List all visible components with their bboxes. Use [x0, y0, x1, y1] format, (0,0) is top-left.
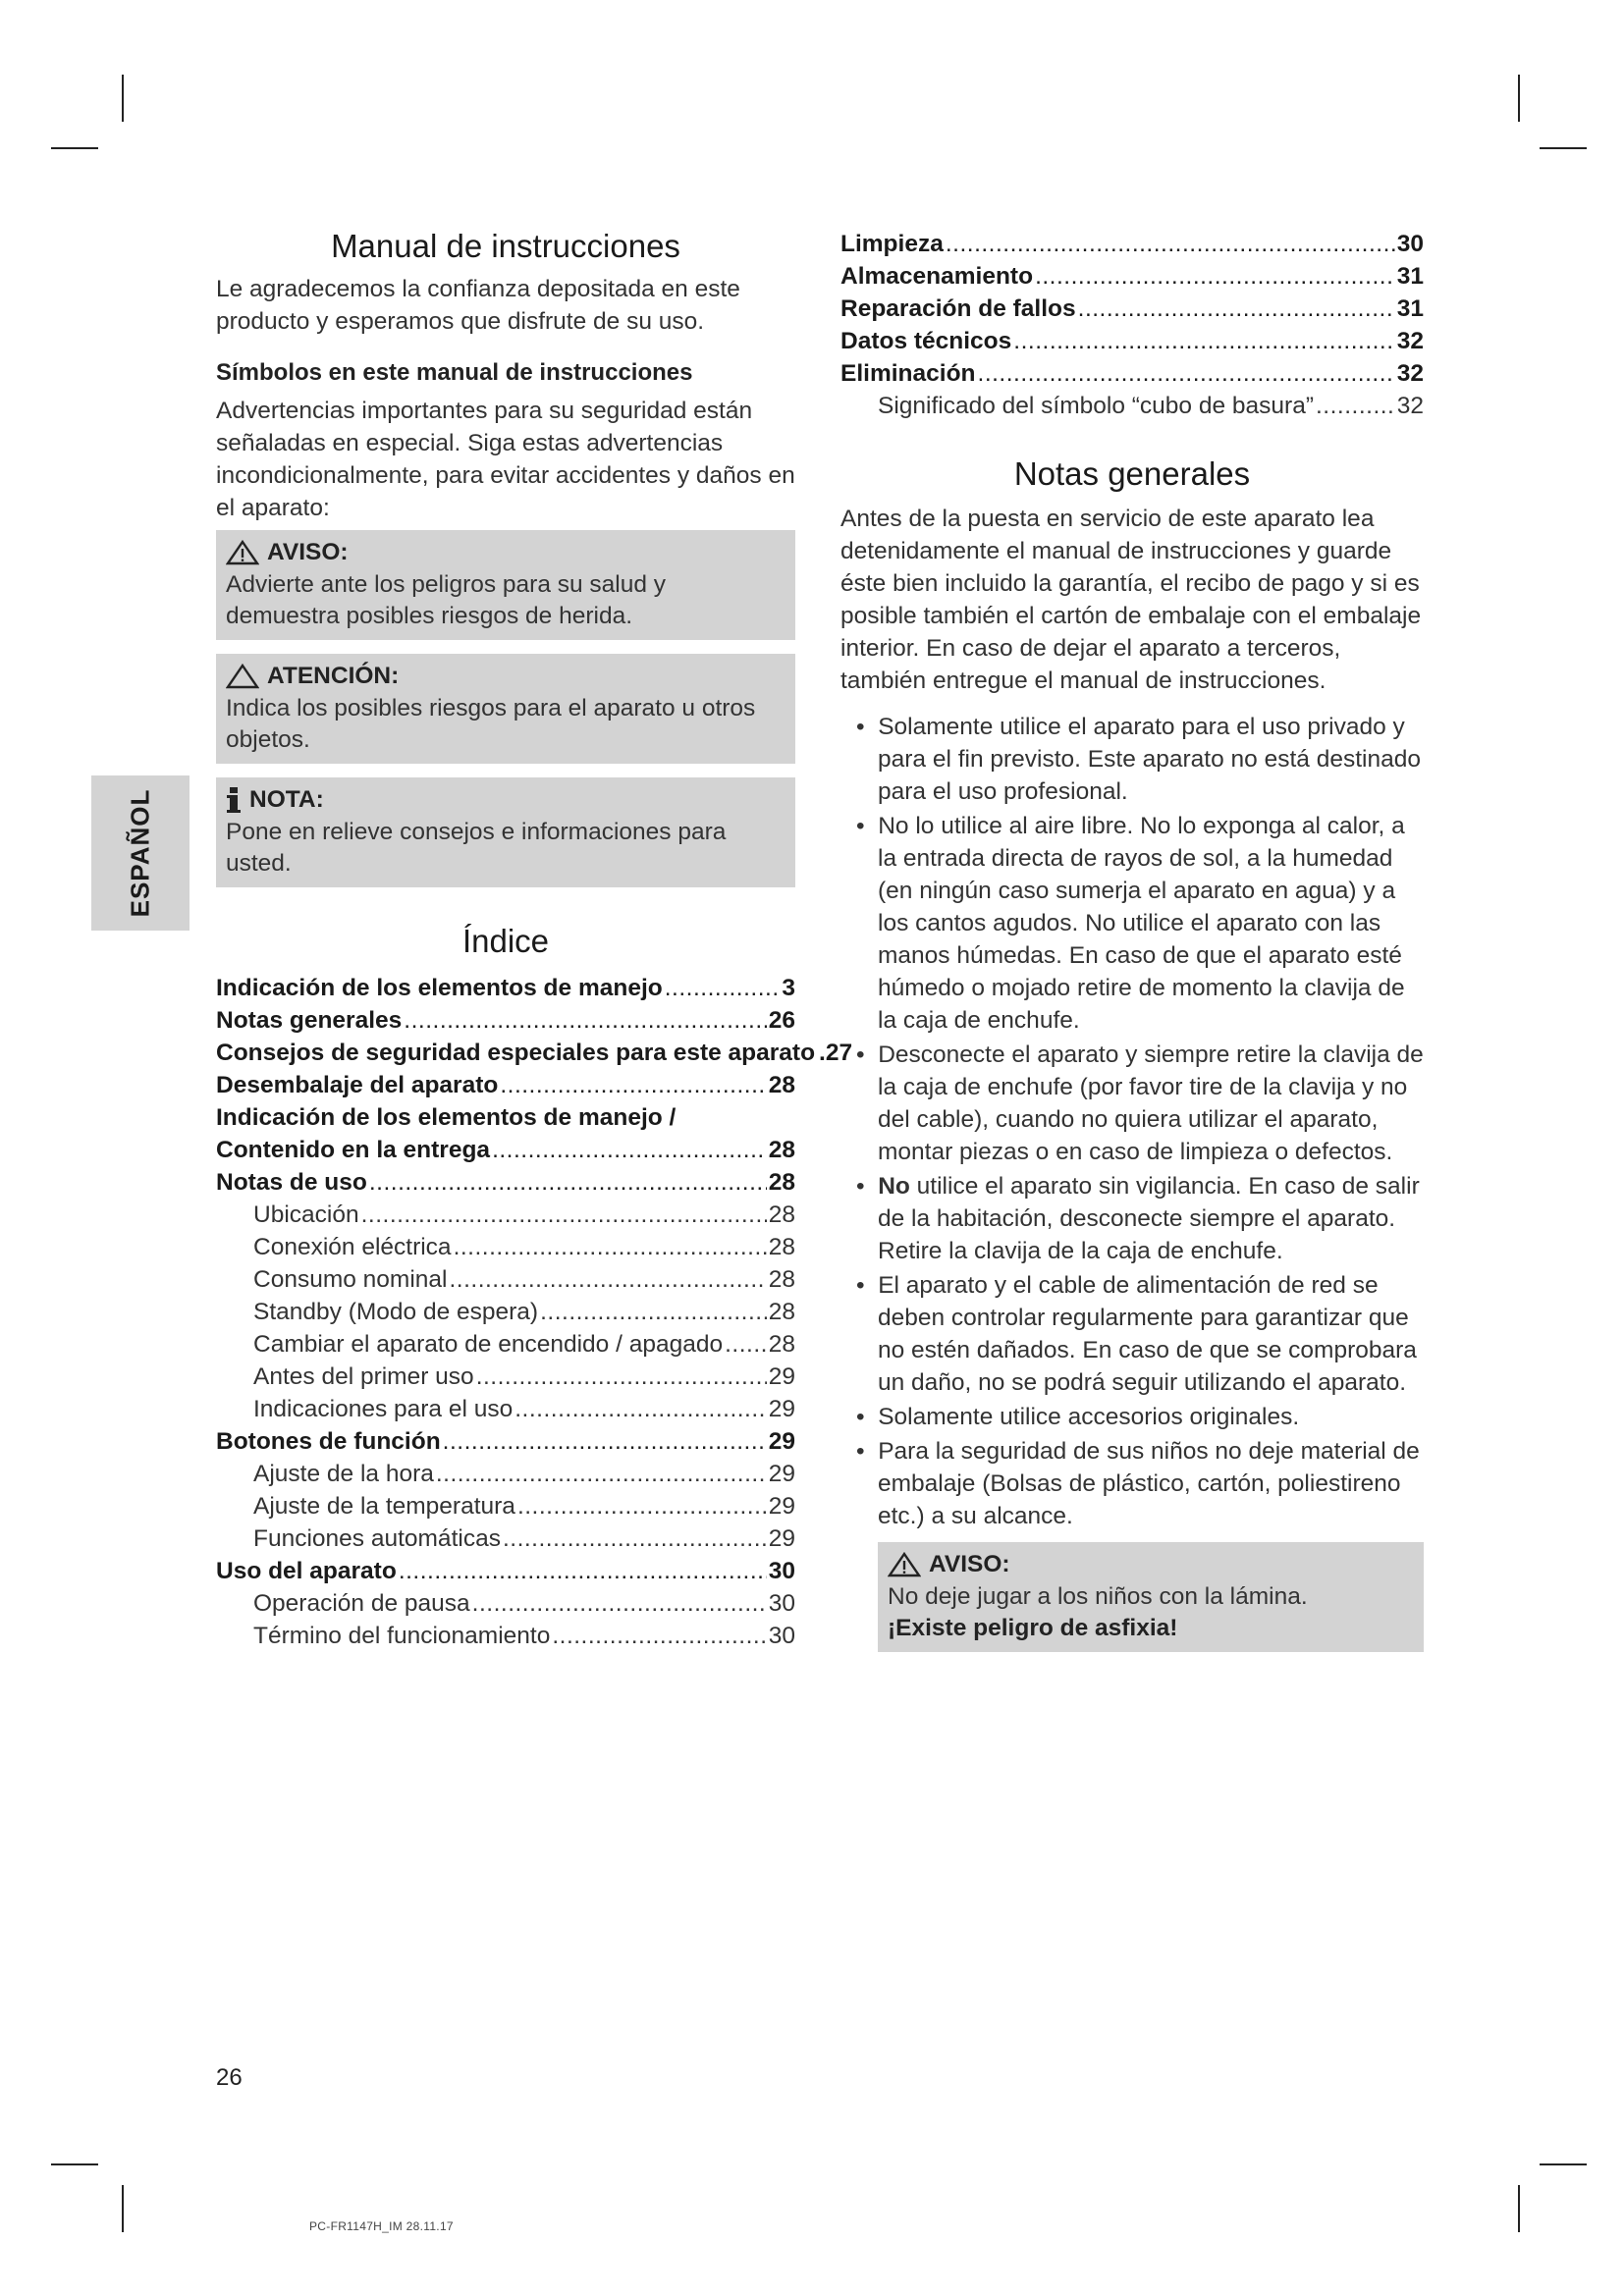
toc-leader-dots	[476, 1361, 767, 1393]
aviso-asfixia-text: No deje jugar a los niños con la lámina.	[888, 1583, 1308, 1610]
atencion-text: Indica los posibles riesgos para el aparato u otros objetos.	[226, 695, 756, 753]
bullet-marker: •	[856, 1438, 879, 1465]
nota-box	[216, 777, 795, 887]
list-item	[840, 1039, 1424, 1168]
info-icon	[226, 786, 242, 814]
toc-entry	[840, 260, 1424, 293]
toc-entry-page: 28	[768, 1072, 795, 1098]
toc-leader-dots	[1078, 293, 1395, 325]
bullet-text: Para la seguridad de sus niños no deje material de embalaje (Bolsas de plástico, cartón, poliestireno etc.) a su alcance.	[878, 1438, 1420, 1529]
language-tab-label: ESPAÑOL	[125, 788, 155, 918]
toc-entry-title: Indicación de los elementos de manejo	[216, 975, 663, 1001]
toc-leader-dots	[436, 1458, 767, 1490]
toc-entry	[216, 1037, 853, 1069]
aviso-asfixia-strong: ¡Existe peligro de asfixia!	[888, 1615, 1178, 1641]
toc-leader-dots	[443, 1425, 767, 1458]
toc-leader-dots	[665, 972, 781, 1004]
toc-entry-page: 32	[1396, 393, 1424, 419]
toc-entry	[216, 972, 795, 1004]
toc-entry	[216, 1458, 795, 1490]
toc-entry-title: Operación de pausa	[253, 1590, 470, 1617]
list-item	[840, 810, 1424, 1037]
aviso-asfixia-box	[878, 1542, 1424, 1652]
toc-leader-dots	[978, 357, 1395, 390]
toc-entry	[216, 1069, 795, 1101]
safety-list	[840, 711, 1424, 1532]
crop-mark	[1518, 2185, 1520, 2232]
toc-entry	[216, 1166, 795, 1199]
toc-entry	[216, 1425, 795, 1458]
toc-leader-dots	[361, 1199, 767, 1231]
toc-entry-page: 29	[768, 1428, 795, 1455]
toc-entry-title: Término del funcionamiento	[253, 1623, 551, 1649]
atencion-box	[216, 654, 795, 764]
toc-leader-dots	[399, 1555, 767, 1587]
bullet-marker: •	[856, 1272, 879, 1299]
toc-leader-dots	[503, 1522, 767, 1555]
crop-mark	[1540, 147, 1587, 149]
manual-title: Manual de instrucciones	[331, 228, 680, 264]
symbols-text: Advertencias importantes para su seguridad están señaladas en especial. Siga estas advertencias incondicionalmente, para evitar accidentes y daños en el aparato:	[216, 398, 795, 521]
toc-leader-dots	[449, 1263, 766, 1296]
aviso-label: AVISO:	[267, 539, 349, 565]
toc-entry-title: Desembalaje del aparato	[216, 1072, 499, 1098]
toc-entry-title: Contenido en la entrega	[216, 1137, 491, 1163]
toc-leader-dots	[540, 1296, 767, 1328]
bullet-text: No lo utilice al aire libre. No lo exponga al calor, a la entrada directa de rayos de sol, a la humedad (en ningún caso sumerja el aparato en agua) y a los cantos agudos. No utilice el aparato con las manos húmedas. En caso de que el aparato esté húmedo o mojado retire de momento la clavija de la caja de enchufe.	[878, 813, 1405, 1034]
toc-entry-title: Indicaciones para el uso	[253, 1396, 514, 1422]
toc-entry-page: 28	[768, 1299, 795, 1325]
toc-entry-title: Ajuste de la hora	[253, 1461, 434, 1487]
toc-entry-title: Reparación de fallos	[840, 295, 1076, 322]
warning-icon	[888, 1552, 921, 1577]
toc-entry-title: Consejos de seguridad especiales para este aparato	[216, 1040, 816, 1066]
toc-entry-page: 32	[1396, 328, 1424, 354]
toc-entry-page: 29	[768, 1396, 795, 1422]
list-item	[840, 1401, 1424, 1433]
list-item	[840, 1269, 1424, 1399]
toc-entry-page: 29	[768, 1363, 795, 1390]
bullet-marker: •	[856, 813, 879, 839]
toc-entry	[216, 1004, 795, 1037]
bullet-marker: •	[856, 1404, 879, 1430]
toc-entry	[216, 1620, 795, 1652]
bullet-lead: No	[878, 1173, 910, 1200]
toc-leader-dots	[725, 1328, 767, 1361]
toc-entry	[216, 1555, 795, 1587]
toc-entry-title: Eliminación	[840, 360, 976, 387]
bullet-text: Solamente utilice el aparato para el uso privado y para el fin previsto. Este aparato no está destinado para el uso profesional.	[878, 714, 1421, 805]
toc-entry-title: Limpieza	[840, 231, 944, 257]
notes-title: Notas generales	[1013, 455, 1251, 492]
toc-entry-title: Datos técnicos	[840, 328, 1012, 354]
toc-entry-title: Funciones automáticas	[253, 1525, 501, 1552]
toc-entry-page: 32	[1396, 360, 1424, 387]
toc-entry	[216, 1263, 795, 1296]
crop-mark	[122, 2185, 124, 2232]
bullet-marker: •	[856, 1041, 879, 1068]
bullet-text: Solamente utilice accesorios originales.	[878, 1404, 1300, 1430]
intro-text: Le agradecemos la confianza depositada en este producto y esperamos que disfrute de su uso.	[216, 276, 740, 335]
toc-entry-page: 28	[768, 1137, 795, 1163]
toc-entry-title: Significado del símbolo “cubo de basura”	[878, 393, 1314, 419]
toc-entry-title: Antes del primer uso	[253, 1363, 474, 1390]
toc-entry-page: 30	[768, 1558, 795, 1584]
index-title: Índice	[461, 923, 550, 959]
toc-entry-page: 30	[1396, 231, 1424, 257]
aviso-box	[216, 530, 795, 640]
list-item	[840, 1170, 1424, 1267]
aviso-asfixia-label: AVISO:	[929, 1551, 1010, 1577]
toc-leader-dots	[946, 228, 1395, 260]
toc-leader-dots	[517, 1490, 767, 1522]
language-tab	[91, 775, 189, 931]
toc-entry-page: 28	[768, 1234, 795, 1260]
bullet-marker: •	[856, 1173, 879, 1200]
warning-icon	[226, 540, 259, 565]
toc-leader-dots	[369, 1166, 767, 1199]
toc-leader-dots	[1013, 325, 1394, 357]
toc-entry-page: 30	[768, 1590, 795, 1617]
toc-entry-title: Cambiar el aparato de encendido / apagado	[253, 1331, 724, 1358]
toc-entry	[216, 1522, 795, 1555]
toc-entry-page: 28	[768, 1331, 795, 1358]
toc-entry-page: 26	[768, 1007, 795, 1034]
toc-entry	[216, 1101, 795, 1134]
toc-leader-dots	[514, 1393, 767, 1425]
toc-leader-dots	[1316, 390, 1395, 422]
toc-entry	[216, 1361, 795, 1393]
toc-entry	[840, 293, 1424, 325]
list-item	[840, 711, 1424, 808]
toc-leader-dots	[404, 1004, 766, 1037]
toc-entry-page: 31	[1396, 263, 1424, 290]
toc-entry	[840, 357, 1424, 390]
nota-text: Pone en relieve consejos e informaciones para usted.	[226, 819, 727, 877]
list-item	[840, 1435, 1424, 1532]
table-of-contents	[216, 972, 853, 1652]
bullet-text: Desconecte el aparato y siempre retire la clavija de la caja de enchufe (por favor tire de la clavija y no del cable), cuando no quiera utilizar el aparato, montar piezas o en caso de limpieza o defectos.	[878, 1041, 1424, 1165]
print-footer: PC-FR1147H_IM 28.11.17	[309, 2219, 454, 2233]
crop-mark	[51, 147, 98, 149]
toc-entry-page: 29	[768, 1461, 795, 1487]
toc-entry-page: .27	[819, 1040, 853, 1066]
toc-entry	[216, 1296, 795, 1328]
symbols-heading: Símbolos en este manual de instrucciones	[216, 359, 693, 386]
toc-entry-page: 3	[782, 975, 795, 1001]
toc-entry-title: Botones de función	[216, 1428, 441, 1455]
bullet-text: utilice el aparato sin vigilancia. En caso de salir de la habitación, desconecte siempre el aparato. Retire la clavija de la caja de enchufe.	[878, 1173, 1420, 1264]
crop-mark	[51, 2163, 98, 2165]
toc-leader-dots	[472, 1587, 767, 1620]
toc-leader-dots	[552, 1620, 766, 1652]
bullet-text: El aparato y el cable de alimentación de red se deben controlar regularmente para garantizar que no estén dañados. En caso de que se comprobara un daño, no se podrá seguir utilizando el aparato.	[878, 1272, 1417, 1396]
crop-mark	[122, 75, 124, 122]
bullet-marker: •	[856, 714, 879, 740]
toc-entry-title: Ajuste de la temperatura	[253, 1493, 515, 1520]
toc-entry	[216, 1328, 795, 1361]
toc-leader-dots	[454, 1231, 767, 1263]
atencion-label: ATENCIÓN:	[267, 663, 400, 689]
crop-mark	[1518, 75, 1520, 122]
toc-entry	[216, 1393, 795, 1425]
toc-entry	[216, 1587, 795, 1620]
toc-leader-dots	[492, 1134, 767, 1166]
toc-entry-page: 30	[768, 1623, 795, 1649]
toc-entry-page: 31	[1396, 295, 1424, 322]
toc-entry-page: 28	[768, 1266, 795, 1293]
toc-entry-title: Indicación de los elementos de manejo /	[216, 1104, 677, 1131]
left-column	[216, 228, 853, 1652]
toc-leader-dots	[500, 1069, 766, 1101]
toc-entry	[216, 1231, 795, 1263]
crop-mark	[1540, 2163, 1587, 2165]
toc-entry-title: Ubicación	[253, 1201, 359, 1228]
toc-entry	[216, 1134, 795, 1166]
toc-entry	[840, 228, 1424, 260]
nota-label: NOTA:	[249, 786, 324, 813]
toc-entry-page: 29	[768, 1493, 795, 1520]
toc-entry-title: Uso del aparato	[216, 1558, 397, 1584]
toc-entry	[840, 390, 1424, 422]
toc-entry-title: Almacenamiento	[840, 263, 1034, 290]
toc-entry-page: 28	[768, 1201, 795, 1228]
right-column	[840, 228, 1424, 1666]
table-of-contents-continued	[840, 228, 1424, 422]
toc-entry-page: 28	[768, 1169, 795, 1196]
toc-entry-title: Notas generales	[216, 1007, 403, 1034]
toc-entry-title: Standby (Modo de espera)	[253, 1299, 539, 1325]
toc-entry-title: Consumo nominal	[253, 1266, 448, 1293]
toc-entry-title: Notas de uso	[216, 1169, 367, 1196]
toc-leader-dots	[1035, 260, 1395, 293]
toc-entry	[216, 1490, 795, 1522]
notes-intro: Antes de la puesta en servicio de este aparato lea detenidamente el manual de instrucciones y guarde éste bien incluido la garantía, el recibo de pago y si es posible también el cartón de embalaje con el embalaje interior. En caso de dejar el aparato a terceros, también entregue el manual de instrucciones.	[840, 506, 1422, 694]
toc-entry	[216, 1199, 795, 1231]
toc-entry-title: Conexión eléctrica	[253, 1234, 452, 1260]
toc-entry	[840, 325, 1424, 357]
caution-icon	[226, 664, 259, 689]
toc-entry-page: 29	[768, 1525, 795, 1552]
page-number: 26	[216, 2064, 243, 2091]
aviso-text: Advierte ante los peligros para su salud y demuestra posibles riesgos de herida.	[226, 571, 667, 629]
